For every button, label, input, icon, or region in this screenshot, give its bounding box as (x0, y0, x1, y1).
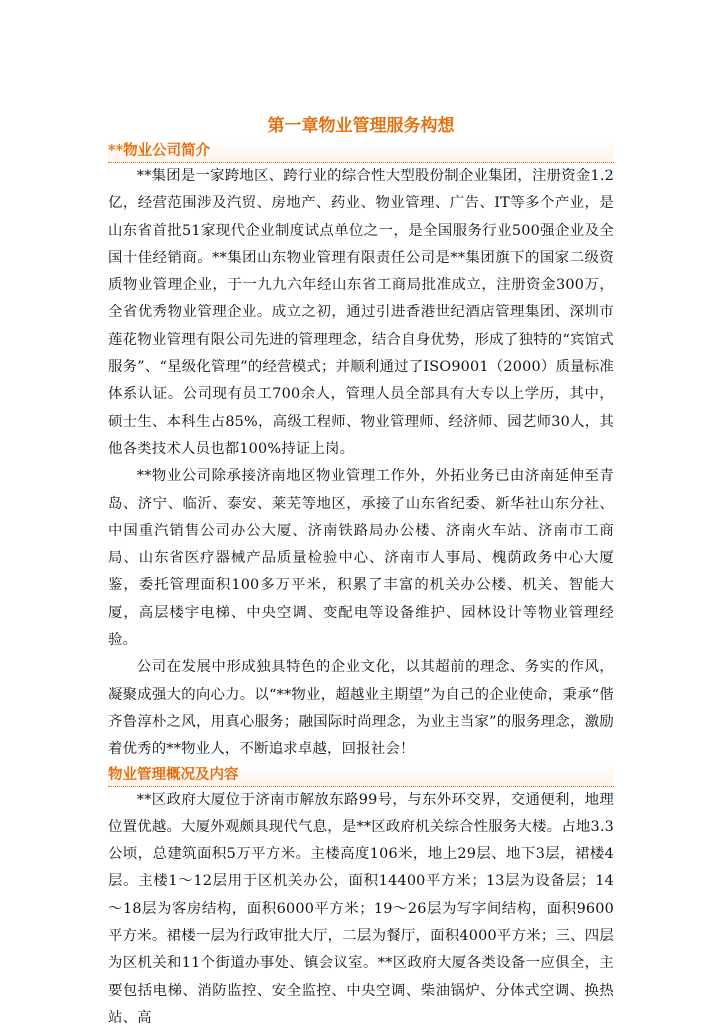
section-property-overview (108, 764, 614, 1032)
paragraph: **集团是一家跨地区、跨行业的综合性大型股份制企业集团，注册资金1.2亿，经营范围涉及汽贸、房地产、药业、物业管理、广告、IT等多个产业，是山东省首批51家现代企业制度试点单位之一，是全国服务行业500强企业及全国十佳经销商。**集团山东物业管理有限责任公司是**集团旗下的国家二级资质物业管理企业，于一九九六年经山东省工商局批准成立，注册资金300万，全省优秀物业管理企业。成立之初，通过引进香港世纪酒店管理集团、深圳市莲花物业管理有限公司先进的管理理念，结合自身优势，形成了独特的“宾馆式服务”、“星级化管理”的经营模式；并顺利通过了ISO9001（2000）质量标准体系认证。公司现有员工700余人，管理人员全部具有大专以上学历，其中，硕士生、本科生占85%，高级工程师、物业管理师、经济师、园艺师30人，其他各类技术人员也都100%持证上岗。 (108, 168, 614, 457)
section-heading: 物业管理概况及内容 (108, 764, 614, 787)
paragraph: **区政府大厦位于济南市解放东路99号，与东外环交界，交通便利，地理位置优越。大厦外观颇具现代气息，是**区政府机关综合性服务大楼。占地3.3公顷，总建筑面积5万平方米。主楼高度106米，地上29层、地下3层，裙楼4层。主楼1～12层用于区机关办公，面积14400平方米；13层为设备层；14～18层为客房结构，面积6000平方米；19～26层为写字间结构，面积9600平方米。裙楼一层为行政审批大厅，二层为餐厅，面积4000平方米；三、四层为区机关和11个街道办事处、镇会议室。**区政府大厦各类设备一应俱全，主要包括电梯、消防监控、安全监控、中央空调、柴油锅炉、分体式空调、换热站、高 (108, 791, 614, 1026)
chapter-title: 第一章物业管理服务构想 (267, 116, 455, 136)
paragraph: **物业公司除承接济南地区物业管理工作外，外拓业务已由济南延伸至青岛、济宁、临沂、泰安、莱芜等地区，承接了山东省纪委、新华社山东分社、中国重汽销售公司办公大厦、济南铁路局办公楼、济南火车站、济南市工商局、山东省医疗器械产品质量检验中心、济南市人事局、槐荫政务中心大厦鉴，委托管理面积100多万平米，积累了丰富的机关办公楼、机关、智能大厦，高层楼宇电梯、中央空调、变配电等设备维护、园林设计等物业管理经验。 (108, 468, 614, 649)
section-heading: **物业公司简介 (108, 140, 614, 163)
paragraph: 公司在发展中形成独具特色的企业文化，以其超前的理念、务实的作风，凝聚成强大的向心力。以“**物业，超越业主期望”为自己的企业使命，秉承“偕齐鲁淳朴之风，用真心服务；融国际时尚理念，为业主当家”的服务理念，激励着优秀的**物业人，不断追求卓越，回报社会！ (108, 659, 614, 758)
section-company-intro (108, 140, 614, 764)
document-page (108, 112, 614, 1032)
